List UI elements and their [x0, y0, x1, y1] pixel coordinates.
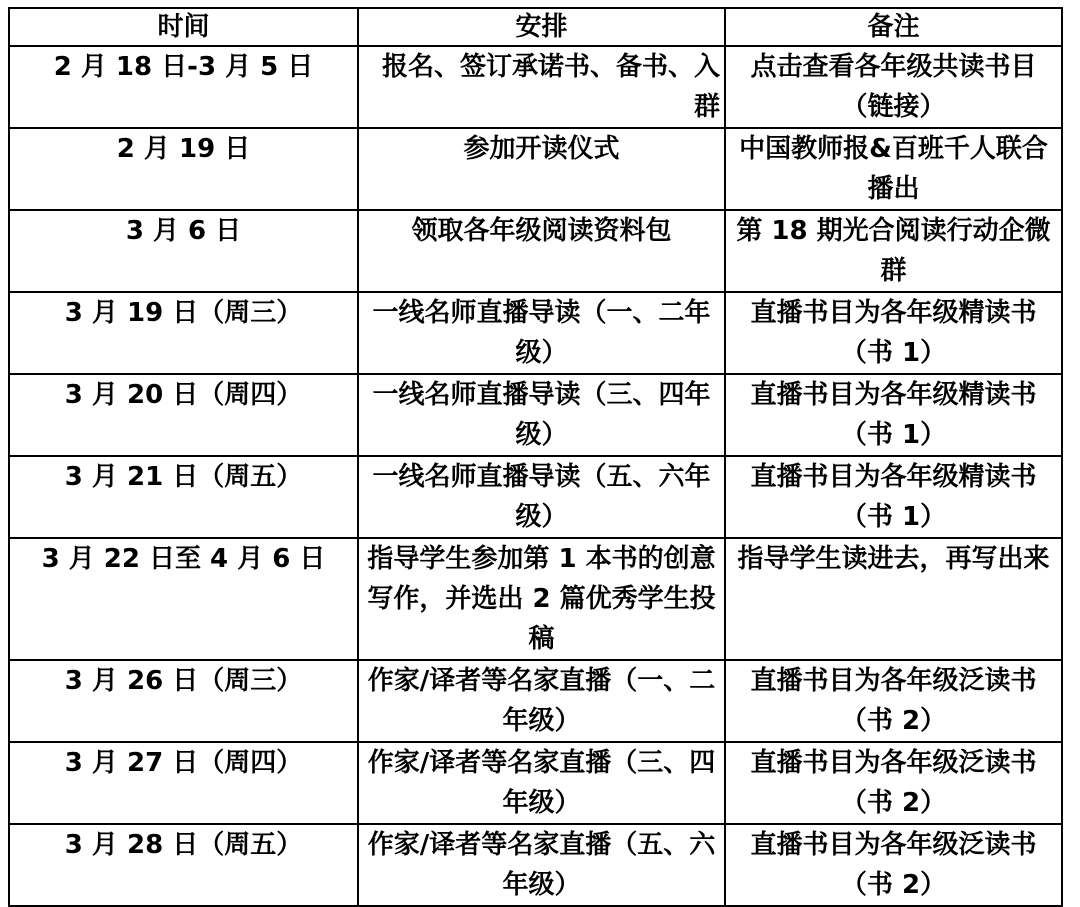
plan-cell: 领取各年级阅读资料包 [358, 210, 725, 292]
note-cell: 中国教师报&百班千人联合播出 [725, 128, 1062, 210]
time-cell: 3 月 27 日（周四） [9, 742, 358, 824]
plan-cell: 作家/译者等名家直播（三、四年级） [358, 742, 725, 824]
time-cell: 2 月 19 日 [9, 128, 358, 210]
note-cell: 直播书目为各年级精读书（书 1） [725, 292, 1062, 374]
time-cell: 3 月 22 日至 4 月 6 日 [9, 538, 358, 660]
time-cell: 3 月 28 日（周五） [9, 824, 358, 906]
time-cell: 3 月 20 日（周四） [9, 374, 358, 456]
note-cell: 直播书目为各年级泛读书（书 2） [725, 824, 1062, 906]
table-row [9, 538, 1062, 660]
schedule-table [8, 7, 1063, 907]
time-cell: 3 月 6 日 [9, 210, 358, 292]
table-row [9, 456, 1062, 538]
plan-cell: 指导学生参加第 1 本书的创意写作，并选出 2 篇优秀学生投稿 [358, 538, 725, 660]
note-cell: 直播书目为各年级泛读书（书 2） [725, 742, 1062, 824]
header-row [9, 8, 1062, 46]
time-cell: 3 月 21 日（周五） [9, 456, 358, 538]
header-note: 备注 [725, 8, 1062, 46]
note-cell: 直播书目为各年级泛读书（书 2） [725, 660, 1062, 742]
table-row [9, 824, 1062, 906]
note-cell: 直播书目为各年级精读书（书 1） [725, 374, 1062, 456]
table-row [9, 742, 1062, 824]
note-cell: 第 18 期光合阅读行动企微群 [725, 210, 1062, 292]
plan-cell: 作家/译者等名家直播（一、二年级） [358, 660, 725, 742]
plan-cell: 报名、签订承诺书、备书、入群 [358, 46, 725, 128]
note-cell: 直播书目为各年级精读书（书 1） [725, 456, 1062, 538]
table-row [9, 210, 1062, 292]
plan-cell: 一线名师直播导读（三、四年级） [358, 374, 725, 456]
table-row [9, 374, 1062, 456]
header-time: 时间 [9, 8, 358, 46]
table-row [9, 46, 1062, 128]
note-cell[interactable] [725, 46, 1062, 128]
note-cell: 指导学生读进去，再写出来 [725, 538, 1062, 660]
plan-cell: 作家/译者等名家直播（五、六年级） [358, 824, 725, 906]
plan-cell: 一线名师直播导读（五、六年级） [358, 456, 725, 538]
time-cell: 2 月 18 日-3 月 5 日 [9, 46, 358, 128]
plan-cell: 一线名师直播导读（一、二年级） [358, 292, 725, 374]
time-cell: 3 月 26 日（周三） [9, 660, 358, 742]
reading-list-link[interactable]: 点击查看各年级共读书目（链接） [750, 52, 1037, 122]
header-plan: 安排 [358, 8, 725, 46]
plan-cell: 参加开读仪式 [358, 128, 725, 210]
time-cell: 3 月 19 日（周三） [9, 292, 358, 374]
table-row [9, 660, 1062, 742]
table-row [9, 292, 1062, 374]
table-row [9, 128, 1062, 210]
